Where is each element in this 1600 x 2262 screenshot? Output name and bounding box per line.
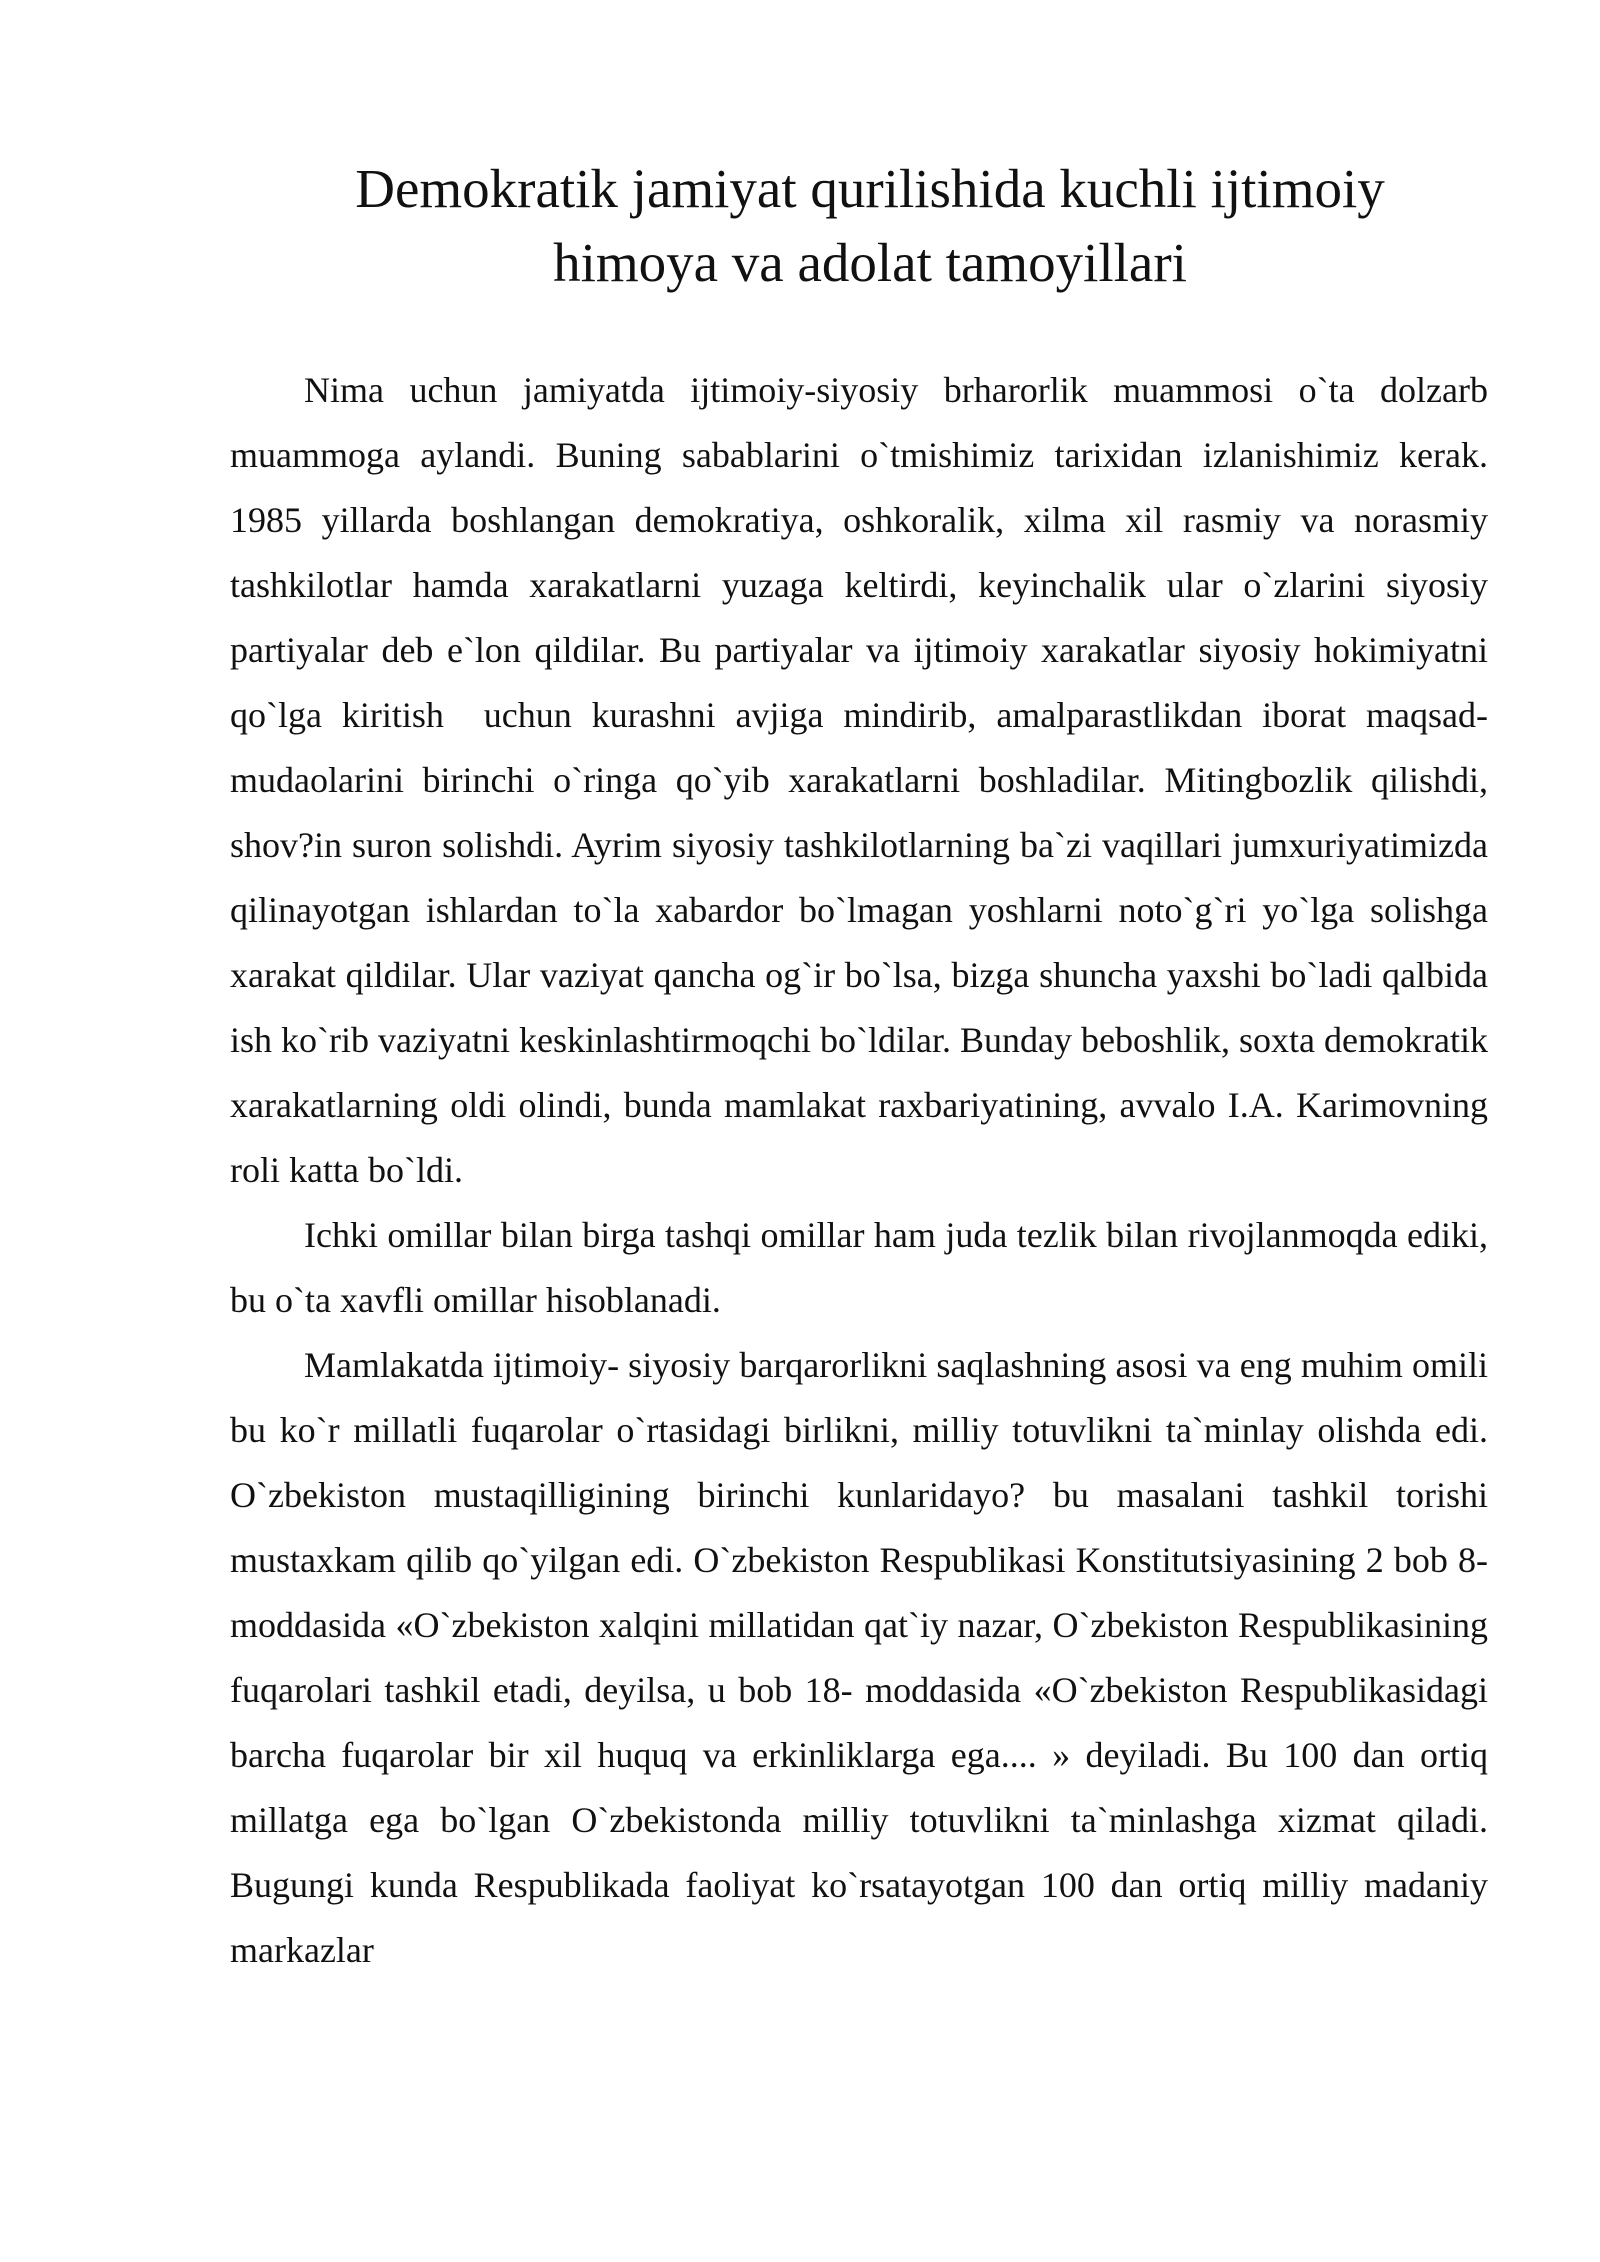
paragraph-3: Mamlakatda ijtimoiy- siyosiy barqarorlikni saqlashning asosi va eng muhim omili bu ko`r millatli fuqarolar o`rtasidagi birlikni, milliy totuvlikni ta`minlay olishda edi. O`zbekiston mustaqilligining birinchi kunlaridayo? bu masalani tashkil torishi mustaxkam qilib qo`yilgan edi. O`zbekiston Respublikasi Konstitutsiyasining 2 bob 8- moddasida «O`zbekiston xalqini millatidan qat`iy nazar, O`zbekiston Respublikasining fuqarolari tashkil etadi, deyilsa, u bob 18- moddasida «O`zbekiston Respublikasidagi barcha fuqarolar bir xil huquq va erkinliklarga ega.... » deyiladi. Bu 100 dan ortiq millatga ega bo`lgan O`zbekistonda milliy totuvlikni ta`minlashga xizmat qiladi. Bugungi kunda Respublikada faoliyat ko`rsatayotgan 100 dan ortiq milliy madaniy markazlar [230,1345,1497,1970]
document-body [230,358,1497,1983]
paragraph-1: Nima uchun jamiyatda ijtimoiy-siyosiy brharorlik muammosi o`ta dolzarb muammoga aylandi. Buning sabablarini o`tmishimiz tarixidan izlanishimiz kerak. 1985 yillarda boshlangan demokratiya, oshkoralik, xilma xil rasmiy va norasmiy tashkilotlar hamda xarakatlarni yuzaga keltirdi, keyinchalik ular o`zlarini siyosiy partiyalar deb e`lon qildilar. Bu partiyalar va ijtimoiy xarakatlar siyosiy hokimiyatni qo`lga kiritish uchun kurashni avjiga mindirib, amalparastlikdan iborat maqsad- mudaolarini birinchi o`ringa qo`yib xarakatlarni boshladilar. Mitingbozlik qilishdi, shov?in suron solishdi. Ayrim siyosiy tashkilotlarning ba`zi vaqillari jumxuriyatimizda qilinayotgan ishlardan to`la xabardor bo`lmagan yoshlarni noto`g`ri yo`lga solishga xarakat qildilar. Ular vaziyat qancha og`ir bo`lsa, bizga shuncha yaxshi bo`ladi qalbida ish ko`rib vaziyatni keskinlashtirmoqchi bo`ldilar. Bunday beboshlik, soxta demokratik xarakatlarning oldi olindi, bunda mamlakat raxbariyatining, avvalo I.A. Karimovning roli katta bo`ldi. [230,370,1497,1190]
page-title: Demokratik jamiyat qurilishida kuchli ijtimoiy himoya va adolat tamoyillari [355,158,1385,293]
paragraph-2: Ichki omillar bilan birga tashqi omillar ham juda tezlik bilan rivojlanmoqda ediki, bu o`ta xavfli omillar hisoblanadi. [230,1215,1497,1320]
